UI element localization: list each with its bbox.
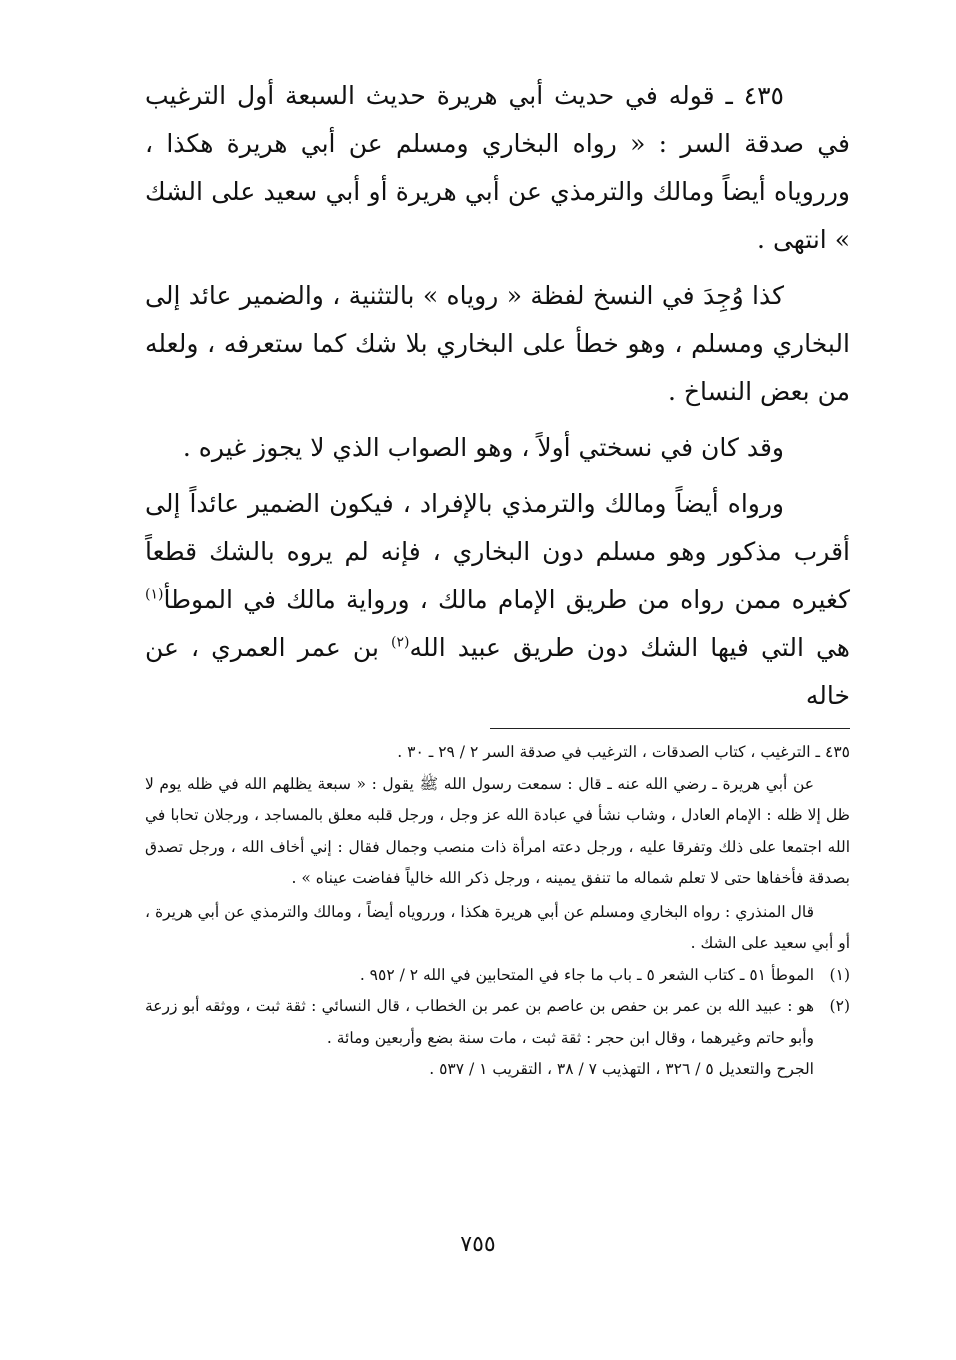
footnote-2-text: هو : عبيد الله بن عمر بن حفص بن عاصم بن عمر بن الخطاب ، قال النسائي : ثقة ثبت ، ووثقه أبو زرعة وأبو حاتم وغيرهما ، وقال ابن حجر : ثقة ثبت ، مات سنة بضع وأربعين ومائة . [145,997,814,1047]
footnote-2 [145,991,850,1054]
paragraph-ifrad [145,480,850,720]
page-body [145,72,850,1086]
footnote-ref-1[interactable]: (١) [145,586,164,603]
footnote-ref-2[interactable]: (٢) [391,634,410,651]
paragraph-ifrad-part-b: هي التي فيها الشك دون طريق عبيد الله [409,633,850,662]
paragraph-ifrad-part-c: بن عمر العمري ، عن خاله [145,633,850,710]
footnote-1-text: الموطأ ٥١ ـ كتاب الشعر ٥ ـ باب ما جاء في المتحابين في الله ٢ / ٩٥٢ . [359,965,814,984]
page-number: ٧٥٥ [460,1232,496,1257]
paragraph-ifrad-part-a: ورواه أيضاً ومالك والترمذي بالإفراد ، فيكون الضمير عائداً إلى أقرب مذكور وهو مسلم دون البخاري ، فإنه لم يروه بالشك قطعاً كغيره ممن رواه من طريق الإمام مالك ، ورواية مالك في الموطأ [145,489,850,614]
footnote-2-references: الجرح والتعديل ٥ / ٣٢٦ ، التهذيب ٧ / ٣٨ ، التقريب ١ / ٥٣٧ . [429,1060,814,1078]
note-435-source: ٤٣٥ ـ الترغيب ، كتاب الصدقات ، الترغيب في صدقة السر ٢ / ٢٩ ـ ٣٠ . [397,743,850,761]
footnote-1 [145,960,850,992]
footnote-separator [490,728,850,729]
main-text [145,72,850,720]
note-mundhiri: قال المنذري : رواه البخاري ومسلم عن أبي هريرة هكذا ، ورروياه أيضاً ، ومالك والترمذي عن أبي هريرة ، أو أبي سعيد على الشك . [145,902,850,952]
paragraph-435: ٤٣٥ ـ قوله في حديث أبي هريرة حديث السبعة أول الترغيب في صدقة السر : « رواه البخاري ومسلم عن أبي هريرة هكذا ، ورروياه أيضاً ومالك والترمذي عن أبي هريرة أو أبي سعيد على الشك » انتهى . [145,81,850,254]
footnote-2-number: (٢) [829,997,850,1015]
note-hadith-text: عن أبي هريرة ـ رضي الله عنه ـ قال : سمعت رسول الله ﷺ يقول : « سبعة يظلهم الله في ظله يوم لا ظل إلا ظله : الإمام العادل ، وشاب نشأ في عبادة الله عز وجل ، ورجل قلبه معلق بالمساجد ، ورجلان تحابا في الله اجتمعا على ذلك وتفرقا عليه ، ورجل دعته امرأة ذات منصب وجمال فقال : إني أخاف الله ، ورجل تصدق بصدقة فأخفاها حتى لا تعلم شماله ما تنفق يمينه ، ورجل ذكر الله خالياً ففاضت عيناه » . [145,774,850,887]
paragraph-sawab: وقد كان في نسختي أولاً ، وهو الصواب الذي لا يجوز غيره . [182,433,784,462]
footnote-1-number: (١) [829,965,850,984]
paragraph-nusakh: كذا وُجِدَ في النسخ لفظة « روياه » بالتثنية ، والضمير عائد إلى البخاري ومسلم ، وهو خطأ على البخاري بلا شك كما ستعرفه ، ولعله من بعض النساخ . [145,281,850,406]
footnotes [145,737,850,1086]
